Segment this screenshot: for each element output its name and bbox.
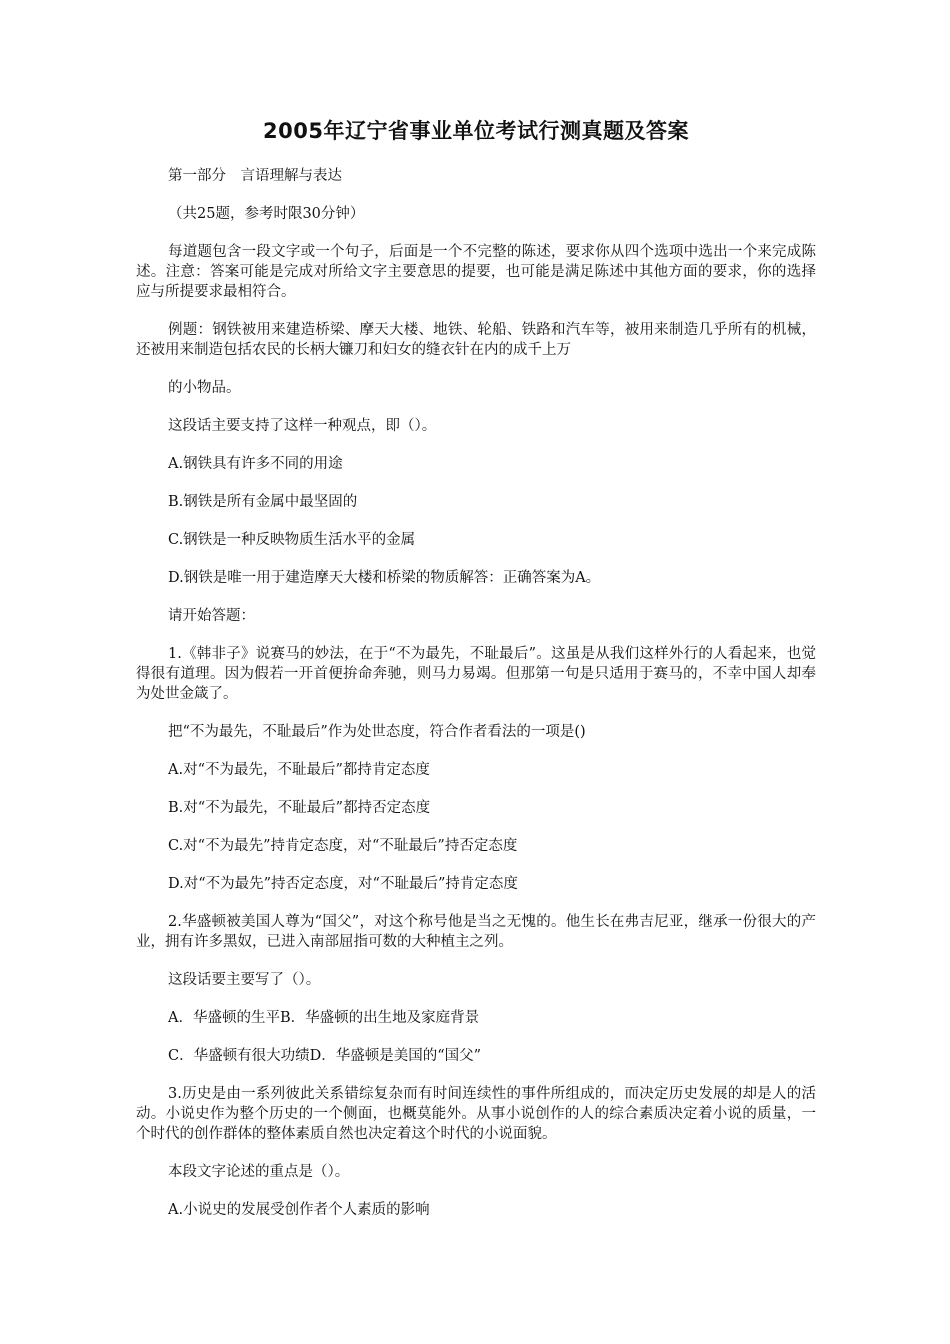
start-prompt: 请开始答题： — [168, 608, 255, 624]
instructions-paragraph: 每道题包含一段文字或一个句子，后面是一个不完整的陈述，要求你从四个选项中选出一个来完成陈述。注意：答案可能是完成对所给文字主要意思的提要，也可能是满足陈述中其他方面的要求，你的选择应与所提要求最相符合。 — [136, 244, 816, 300]
example-option-c: C.钢铁是一种反映物质生活水平的金属 — [168, 532, 416, 548]
example-passage-continued: 的小物品。 — [168, 380, 241, 396]
section-heading: 第一部分 言语理解与表达 — [168, 168, 342, 184]
question-1-stem: 把“不为最先，不耻最后”作为处世态度，符合作者看法的一项是() — [168, 724, 586, 740]
example-question: 这段话主要支持了这样一种观点，即（）。 — [168, 418, 437, 434]
document-title: 2005年辽宁省事业单位考试行测真题及答案 — [263, 119, 689, 143]
question-2-stem: 这段话要主要写了（）。 — [168, 972, 321, 988]
question-2-passage: 2.华盛顿被美国人尊为“国父”，对这个称号他是当之无愧的。他生长在弗吉尼亚，继承一份很大的产业，拥有许多黑奴，已进入南部屈指可数的大种植主之列。 — [136, 914, 816, 950]
example-option-a: A.钢铁具有许多不同的用途 — [168, 456, 343, 472]
question-3-stem: 本段文字论述的重点是（）。 — [168, 1164, 350, 1180]
example-passage: 例题：钢铁被用来建造桥梁、摩天大楼、地铁、轮船、铁路和汽车等，被用来制造几乎所有的机械，还被用来制造包括农民的长柄大镰刀和妇女的缝衣针在内的成千上万 — [136, 322, 816, 358]
example-option-b: B.钢铁是所有金属中最坚固的 — [168, 494, 358, 510]
example-option-d: D.钢铁是唯一用于建造摩天大楼和桥梁的物质解答：正确答案为A。 — [168, 570, 601, 586]
question-1-option-c: C.对“不为最先”持肯定态度，对“不耻最后”持否定态度 — [168, 838, 518, 854]
question-2-option-ab: A．华盛顿的生平B．华盛顿的出生地及家庭背景 — [168, 1010, 480, 1026]
question-1-option-b: B.对“不为最先，不耻最后”都持否定态度 — [168, 800, 431, 816]
question-1-passage: 1.《韩非子》说赛马的妙法，在于“不为最先，不耻最后”。这虽是从我们这样外行的人看起来，也觉得很有道理。因为假若一开首便拚命奔驰，则马力易竭。但那第一句是只适用于赛马的，不幸中国人却奉为处世金箴了。 — [136, 646, 816, 702]
question-2-option-cd: C．华盛顿有很大功绩D．华盛顿是美国的“国父” — [168, 1048, 482, 1064]
section-note: （共25题，参考时限30分钟） — [168, 206, 365, 222]
question-1-option-a: A.对“不为最先，不耻最后”都持肯定态度 — [168, 762, 430, 778]
question-3-option-a: A.小说史的发展受创作者个人素质的影响 — [168, 1202, 430, 1218]
question-3-passage: 3.历史是由一系列彼此关系错综复杂而有时间连续性的事件所组成的，而决定历史发展的却是人的活动。小说史作为整个历史的一个侧面，也概莫能外。从事小说创作的人的综合素质决定着小说的质量，一个时代的创作群体的整体素质自然也决定着这个时代的小说面貌。 — [136, 1086, 816, 1142]
document-page — [136, 116, 816, 1238]
question-1-option-d: D.对“不为最先”持否定态度，对“不耻最后”持肯定态度 — [168, 876, 518, 892]
